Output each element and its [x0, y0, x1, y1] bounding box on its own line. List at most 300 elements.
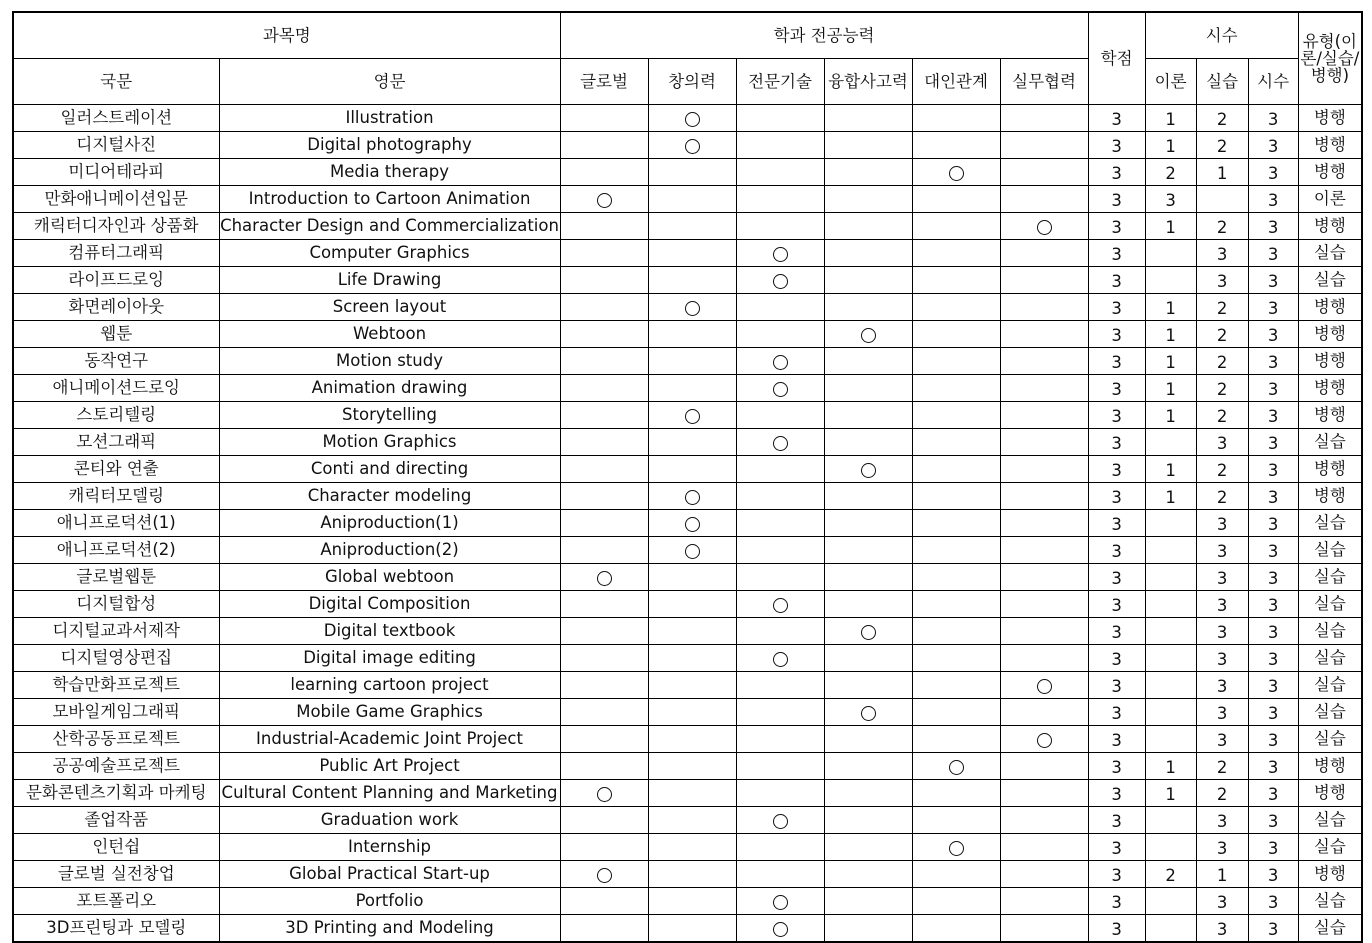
competency-cell: [824, 861, 912, 888]
course-english-name: Media therapy: [219, 159, 560, 186]
practice-hours-cell: 3: [1196, 888, 1248, 915]
credits-cell: 3: [1088, 402, 1145, 429]
table-row: [13, 672, 1362, 699]
competency-cell: [1000, 159, 1088, 186]
competency-cell: [736, 726, 824, 753]
course-type-cell: 병행: [1298, 294, 1362, 321]
competency-cell: [824, 915, 912, 943]
competency-cell: [912, 726, 1000, 753]
total-hours-cell: 3: [1248, 132, 1298, 159]
course-english-name: Digital Composition: [219, 591, 560, 618]
competency-cell: [560, 537, 648, 564]
course-type-cell: 병행: [1298, 483, 1362, 510]
credits-cell: 3: [1088, 510, 1145, 537]
theory-hours-cell: [1145, 699, 1196, 726]
course-korean-name: 캐릭터모델링: [13, 483, 219, 510]
total-hours-header: 시수: [1248, 59, 1298, 105]
course-type-cell: 병행: [1298, 132, 1362, 159]
practice-hours-cell: 2: [1196, 375, 1248, 402]
competency-cell: [648, 645, 736, 672]
competency-cell: [560, 186, 648, 213]
practice-hours-cell: 3: [1196, 240, 1248, 267]
competency-cell: [824, 699, 912, 726]
course-korean-name: 디지털영상편집: [13, 645, 219, 672]
competency-cell: [560, 699, 648, 726]
course-name-header: 과목명: [13, 12, 560, 59]
competency-cell: [648, 510, 736, 537]
course-english-name: Digital photography: [219, 132, 560, 159]
competency-cell: [1000, 834, 1088, 861]
theory-hours-cell: [1145, 429, 1196, 456]
competency-cell: [648, 834, 736, 861]
practice-hours-cell: 2: [1196, 780, 1248, 807]
competency-cell: [912, 888, 1000, 915]
competency-cell: [912, 510, 1000, 537]
competency-cell: [560, 105, 648, 132]
circle-mark-icon: [685, 139, 700, 154]
competency-cell: [824, 402, 912, 429]
competency-cell: [736, 915, 824, 943]
practice-hours-cell: 3: [1196, 915, 1248, 943]
competency-cell: [648, 483, 736, 510]
competency-cell: [736, 834, 824, 861]
course-korean-name: 학습만화프로젝트: [13, 672, 219, 699]
theory-hours-cell: 1: [1145, 753, 1196, 780]
theory-hours-cell: 1: [1145, 348, 1196, 375]
course-type-cell: 실습: [1298, 672, 1362, 699]
table-row: [13, 807, 1362, 834]
competency-cell: [560, 591, 648, 618]
competency-global-header: 글로벌: [560, 59, 648, 105]
practice-hours-cell: 2: [1196, 213, 1248, 240]
course-english-name: Illustration: [219, 105, 560, 132]
circle-mark-icon: [1037, 733, 1052, 748]
credits-cell: 3: [1088, 429, 1145, 456]
course-korean-name: 동작연구: [13, 348, 219, 375]
course-type-cell: 실습: [1298, 915, 1362, 943]
course-korean-name: 공공예술프로젝트: [13, 753, 219, 780]
competency-cell: [648, 348, 736, 375]
competency-cell: [824, 564, 912, 591]
competency-cell: [648, 213, 736, 240]
table-row: [13, 375, 1362, 402]
competency-cell: [560, 429, 648, 456]
credits-cell: 3: [1088, 753, 1145, 780]
course-korean-name: 모션그래픽: [13, 429, 219, 456]
competency-cell: [1000, 321, 1088, 348]
circle-mark-icon: [773, 382, 788, 397]
competency-cell: [736, 564, 824, 591]
course-english-name: Mobile Game Graphics: [219, 699, 560, 726]
course-korean-name: 글로벌웹툰: [13, 564, 219, 591]
competency-cell: [912, 591, 1000, 618]
competency-cell: [736, 699, 824, 726]
total-hours-cell: 3: [1248, 510, 1298, 537]
competency-cell: [1000, 267, 1088, 294]
competency-cell: [912, 834, 1000, 861]
course-english-name: Life Drawing: [219, 267, 560, 294]
course-type-cell: 병행: [1298, 780, 1362, 807]
course-type-cell: 병행: [1298, 321, 1362, 348]
circle-mark-icon: [773, 355, 788, 370]
competency-cell: [560, 132, 648, 159]
competency-cell: [736, 807, 824, 834]
competency-cell: [736, 240, 824, 267]
circle-mark-icon: [597, 868, 612, 883]
competency-cell: [824, 429, 912, 456]
competency-cell: [648, 267, 736, 294]
course-type-cell: 병행: [1298, 402, 1362, 429]
course-korean-name: 졸업작품: [13, 807, 219, 834]
course-type-cell: 병행: [1298, 456, 1362, 483]
table-row: [13, 213, 1362, 240]
table-body: [13, 105, 1362, 943]
competency-cell: [912, 861, 1000, 888]
course-korean-name: 포트폴리오: [13, 888, 219, 915]
competency-cell: [648, 564, 736, 591]
course-korean-name: 일러스트레이션: [13, 105, 219, 132]
practice-hours-cell: 2: [1196, 321, 1248, 348]
competency-cell: [560, 213, 648, 240]
competency-cell: [1000, 132, 1088, 159]
competency-cell: [824, 267, 912, 294]
competency-cell: [912, 240, 1000, 267]
theory-hours-cell: [1145, 564, 1196, 591]
course-korean-name: 산학공동프로젝트: [13, 726, 219, 753]
credits-cell: 3: [1088, 618, 1145, 645]
credits-cell: 3: [1088, 267, 1145, 294]
competency-cell: [736, 429, 824, 456]
circle-mark-icon: [685, 301, 700, 316]
course-english-name: Motion study: [219, 348, 560, 375]
table-row: [13, 564, 1362, 591]
credits-cell: 3: [1088, 132, 1145, 159]
competency-cell: [560, 726, 648, 753]
total-hours-cell: 3: [1248, 321, 1298, 348]
course-type-cell: 실습: [1298, 888, 1362, 915]
course-type-cell: 병행: [1298, 105, 1362, 132]
competency-cell: [1000, 591, 1088, 618]
credits-cell: 3: [1088, 888, 1145, 915]
competency-cell: [648, 240, 736, 267]
competency-cell: [1000, 753, 1088, 780]
competency-cell: [736, 186, 824, 213]
theory-hours-cell: 1: [1145, 483, 1196, 510]
competency-cell: [824, 240, 912, 267]
theory-hours-cell: [1145, 726, 1196, 753]
circle-mark-icon: [773, 922, 788, 937]
competency-cell: [824, 537, 912, 564]
course-english-name: Introduction to Cartoon Animation: [219, 186, 560, 213]
competency-cell: [824, 294, 912, 321]
circle-mark-icon: [949, 841, 964, 856]
practice-hours-cell: 3: [1196, 429, 1248, 456]
competency-cell: [560, 645, 648, 672]
competency-cell: [912, 672, 1000, 699]
competency-cell: [736, 159, 824, 186]
credits-cell: 3: [1088, 861, 1145, 888]
competency-cell: [648, 321, 736, 348]
course-english-name: Cultural Content Planning and Marketing: [219, 780, 560, 807]
theory-hours-cell: [1145, 807, 1196, 834]
competency-cell: [648, 429, 736, 456]
competency-cell: [560, 618, 648, 645]
competency-cell: [648, 672, 736, 699]
credits-cell: 3: [1088, 834, 1145, 861]
competency-cell: [912, 807, 1000, 834]
total-hours-cell: 3: [1248, 591, 1298, 618]
theory-hours-cell: [1145, 672, 1196, 699]
credits-cell: 3: [1088, 672, 1145, 699]
competency-technical-header: 전문기술: [736, 59, 824, 105]
competency-cell: [560, 348, 648, 375]
competency-cell: [560, 159, 648, 186]
table-row: [13, 105, 1362, 132]
practice-hours-header: 실습: [1196, 59, 1248, 105]
total-hours-cell: 3: [1248, 240, 1298, 267]
credits-cell: 3: [1088, 726, 1145, 753]
theory-hours-cell: [1145, 834, 1196, 861]
credits-header: 학점: [1088, 12, 1145, 105]
competency-cell: [824, 375, 912, 402]
competency-cell: [736, 294, 824, 321]
circle-mark-icon: [773, 814, 788, 829]
competency-cell: [736, 483, 824, 510]
course-korean-name: 만화애니메이션입문: [13, 186, 219, 213]
circle-mark-icon: [773, 895, 788, 910]
competency-cell: [736, 132, 824, 159]
table-row: [13, 537, 1362, 564]
course-english-name: Internship: [219, 834, 560, 861]
type-header: 유형(이론/실습/병행): [1298, 12, 1362, 105]
course-korean-name: 미디어테라피: [13, 159, 219, 186]
competency-cell: [912, 294, 1000, 321]
competency-cell: [824, 213, 912, 240]
competency-cell: [912, 753, 1000, 780]
course-english-name: Graduation work: [219, 807, 560, 834]
course-english-name: Character Design and Commercialization: [219, 213, 560, 240]
competency-cell: [648, 753, 736, 780]
course-english-name: Global Practical Start-up: [219, 861, 560, 888]
table-row: [13, 267, 1362, 294]
circle-mark-icon: [773, 436, 788, 451]
competency-cell: [824, 321, 912, 348]
course-english-name: Global webtoon: [219, 564, 560, 591]
course-type-cell: 실습: [1298, 807, 1362, 834]
competency-cell: [648, 456, 736, 483]
course-korean-name: 디지털합성: [13, 591, 219, 618]
course-type-cell: 실습: [1298, 429, 1362, 456]
total-hours-cell: 3: [1248, 780, 1298, 807]
total-hours-cell: 3: [1248, 834, 1298, 861]
table-row: [13, 888, 1362, 915]
course-korean-name: 라이프드로잉: [13, 267, 219, 294]
practice-hours-cell: 3: [1196, 591, 1248, 618]
competency-cell: [736, 105, 824, 132]
competency-cell: [912, 537, 1000, 564]
total-hours-cell: 3: [1248, 807, 1298, 834]
practice-hours-cell: 3: [1196, 699, 1248, 726]
course-type-cell: 병행: [1298, 375, 1362, 402]
competency-cell: [912, 186, 1000, 213]
theory-hours-cell: [1145, 510, 1196, 537]
table-row: [13, 645, 1362, 672]
course-english-name: Public Art Project: [219, 753, 560, 780]
competency-cell: [824, 807, 912, 834]
theory-hours-cell: [1145, 591, 1196, 618]
competency-cell: [1000, 402, 1088, 429]
course-type-cell: 실습: [1298, 591, 1362, 618]
competency-cell: [560, 294, 648, 321]
competency-cell: [912, 321, 1000, 348]
competency-cell: [560, 483, 648, 510]
course-type-cell: 실습: [1298, 645, 1362, 672]
table-row: [13, 591, 1362, 618]
credits-cell: 3: [1088, 240, 1145, 267]
competency-cell: [736, 753, 824, 780]
course-korean-name: 애니프로덕션(2): [13, 537, 219, 564]
competency-cell: [736, 348, 824, 375]
competency-cell: [736, 267, 824, 294]
competency-cell: [824, 348, 912, 375]
table-row: [13, 483, 1362, 510]
competency-cell: [560, 807, 648, 834]
total-hours-cell: 3: [1248, 213, 1298, 240]
curriculum-table: [12, 11, 1363, 943]
competency-cell: [824, 672, 912, 699]
course-type-cell: 실습: [1298, 564, 1362, 591]
competency-cell: [736, 510, 824, 537]
course-english-name: Industrial-Academic Joint Project: [219, 726, 560, 753]
theory-hours-cell: 1: [1145, 213, 1196, 240]
circle-mark-icon: [773, 274, 788, 289]
competency-cell: [824, 834, 912, 861]
course-type-cell: 실습: [1298, 834, 1362, 861]
competency-cell: [648, 105, 736, 132]
theory-hours-cell: 1: [1145, 105, 1196, 132]
competency-cell: [912, 780, 1000, 807]
course-type-cell: 실습: [1298, 618, 1362, 645]
competency-cell: [736, 861, 824, 888]
competency-practical-header: 실무협력: [1000, 59, 1088, 105]
table-row: [13, 348, 1362, 375]
practice-hours-cell: 2: [1196, 105, 1248, 132]
hours-header: 시수: [1145, 12, 1298, 59]
competency-cell: [736, 645, 824, 672]
total-hours-cell: 3: [1248, 159, 1298, 186]
course-korean-name: 애니프로덕션(1): [13, 510, 219, 537]
competency-cell: [824, 456, 912, 483]
circle-mark-icon: [861, 625, 876, 640]
practice-hours-cell: 2: [1196, 294, 1248, 321]
course-type-cell: 병행: [1298, 861, 1362, 888]
course-english-name: Portfolio: [219, 888, 560, 915]
competency-cell: [1000, 105, 1088, 132]
competency-cell: [560, 834, 648, 861]
total-hours-cell: 3: [1248, 564, 1298, 591]
circle-mark-icon: [597, 787, 612, 802]
competency-cell: [736, 672, 824, 699]
theory-hours-cell: 1: [1145, 780, 1196, 807]
competency-cell: [824, 618, 912, 645]
practice-hours-cell: 3: [1196, 645, 1248, 672]
competency-cell: [560, 321, 648, 348]
competency-cell: [648, 807, 736, 834]
total-hours-cell: 3: [1248, 645, 1298, 672]
competency-cell: [648, 699, 736, 726]
credits-cell: 3: [1088, 645, 1145, 672]
competency-cell: [560, 672, 648, 699]
competency-cell: [648, 159, 736, 186]
competency-cell: [560, 564, 648, 591]
circle-mark-icon: [597, 571, 612, 586]
circle-mark-icon: [949, 760, 964, 775]
competency-cell: [824, 780, 912, 807]
competency-cell: [1000, 537, 1088, 564]
competency-cell: [648, 726, 736, 753]
competency-cell: [912, 132, 1000, 159]
credits-cell: 3: [1088, 780, 1145, 807]
course-korean-name: 컴퓨터그래픽: [13, 240, 219, 267]
competency-cell: [912, 564, 1000, 591]
course-type-cell: 병행: [1298, 348, 1362, 375]
total-hours-cell: 3: [1248, 618, 1298, 645]
practice-hours-cell: 3: [1196, 726, 1248, 753]
course-korean-name: 화면레이아웃: [13, 294, 219, 321]
competency-cell: [736, 618, 824, 645]
competency-cell: [1000, 483, 1088, 510]
table-row: [13, 402, 1362, 429]
competency-cell: [560, 888, 648, 915]
competency-cell: [912, 402, 1000, 429]
circle-mark-icon: [1037, 679, 1052, 694]
table-header: [13, 12, 1362, 105]
course-english-name: Webtoon: [219, 321, 560, 348]
theory-hours-cell: 1: [1145, 456, 1196, 483]
course-english-name: Digital textbook: [219, 618, 560, 645]
circle-mark-icon: [861, 328, 876, 343]
total-hours-cell: 3: [1248, 726, 1298, 753]
competency-cell: [1000, 807, 1088, 834]
table-row: [13, 321, 1362, 348]
circle-mark-icon: [773, 247, 788, 262]
competency-cell: [648, 618, 736, 645]
competency-cell: [1000, 672, 1088, 699]
circle-mark-icon: [685, 517, 700, 532]
competency-cell: [648, 132, 736, 159]
practice-hours-cell: 3: [1196, 672, 1248, 699]
theory-hours-cell: 1: [1145, 294, 1196, 321]
competency-cell: [736, 456, 824, 483]
circle-mark-icon: [685, 409, 700, 424]
theory-hours-cell: [1145, 915, 1196, 943]
table-row: [13, 915, 1362, 943]
credits-cell: 3: [1088, 807, 1145, 834]
credits-cell: 3: [1088, 213, 1145, 240]
table-row: [13, 240, 1362, 267]
course-english-name: Screen layout: [219, 294, 560, 321]
circle-mark-icon: [685, 112, 700, 127]
course-english-name: Character modeling: [219, 483, 560, 510]
competency-cell: [1000, 213, 1088, 240]
competency-cell: [824, 159, 912, 186]
course-type-cell: 병행: [1298, 159, 1362, 186]
competency-cell: [1000, 726, 1088, 753]
competency-cell: [912, 645, 1000, 672]
competency-cell: [560, 456, 648, 483]
theory-hours-cell: [1145, 645, 1196, 672]
course-korean-name: 디지털사진: [13, 132, 219, 159]
